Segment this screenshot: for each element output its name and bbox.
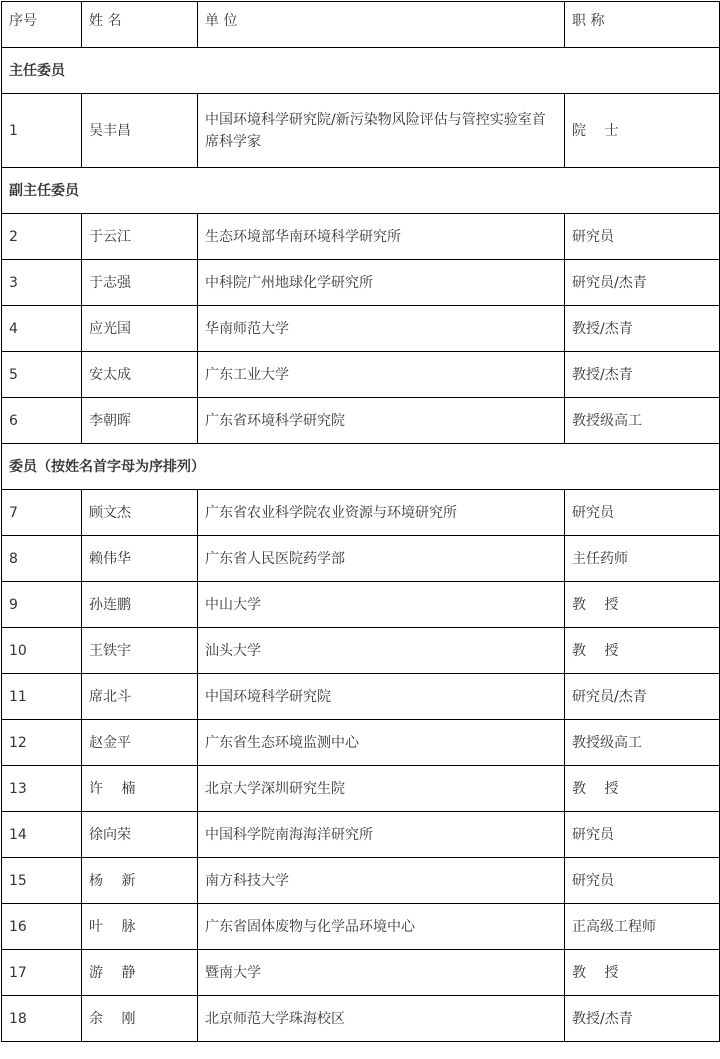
member-name: 于志强 [82,260,198,306]
member-row [2,858,720,904]
member-name: 游 静 [82,950,198,996]
member-row [2,996,720,1042]
member-no: 16 [2,904,82,950]
member-title: 正高级工程师 [565,904,720,950]
member-row [2,214,720,260]
member-row [2,490,720,536]
member-no: 4 [2,306,82,352]
member-no: 15 [2,858,82,904]
member-unit: 华南师范大学 [198,306,565,352]
member-no: 10 [2,628,82,674]
member-unit: 北京大学深圳研究生院 [198,766,565,812]
member-unit: 生态环境部华南环境科学研究所 [198,214,565,260]
section-label: 委员（按姓名首字母为序排列） [2,444,720,490]
member-row [2,904,720,950]
member-title: 教授级高工 [565,720,720,766]
member-title: 研究员 [565,490,720,536]
member-name: 吴丰昌 [82,94,198,168]
member-no: 1 [2,94,82,168]
member-name: 赖伟华 [82,536,198,582]
member-title: 教授/杰青 [565,996,720,1042]
member-name: 安太成 [82,352,198,398]
member-name: 许 楠 [82,766,198,812]
member-title: 教 授 [565,766,720,812]
member-no: 7 [2,490,82,536]
member-row [2,352,720,398]
member-title: 研究员 [565,858,720,904]
member-no: 6 [2,398,82,444]
member-no: 9 [2,582,82,628]
committee-table [1,1,720,1042]
member-unit: 中山大学 [198,582,565,628]
member-unit: 广东省固体废物与化学品环境中心 [198,904,565,950]
member-unit: 汕头大学 [198,628,565,674]
member-row [2,766,720,812]
member-no: 18 [2,996,82,1042]
member-name: 应光国 [82,306,198,352]
member-row [2,582,720,628]
member-name: 叶 脉 [82,904,198,950]
table-header-row [2,2,720,48]
member-title: 教授级高工 [565,398,720,444]
member-unit: 中科院广州地球化学研究所 [198,260,565,306]
member-no: 8 [2,536,82,582]
member-name: 赵金平 [82,720,198,766]
member-unit: 广东省人民医院药学部 [198,536,565,582]
member-title: 教 授 [565,628,720,674]
member-unit: 广东省生态环境监测中心 [198,720,565,766]
member-unit: 中国科学院南海海洋研究所 [198,812,565,858]
member-name: 顾文杰 [82,490,198,536]
member-name: 于云江 [82,214,198,260]
member-unit: 广东工业大学 [198,352,565,398]
member-row [2,94,720,168]
section-label: 主任委员 [2,48,720,94]
member-unit: 广东省环境科学研究院 [198,398,565,444]
member-row [2,628,720,674]
header-unit: 单 位 [198,2,565,48]
member-title: 教 授 [565,950,720,996]
section-row [2,168,720,214]
section-row [2,48,720,94]
member-unit: 南方科技大学 [198,858,565,904]
member-no: 13 [2,766,82,812]
member-name: 李朝晖 [82,398,198,444]
member-title: 主任药师 [565,536,720,582]
member-title: 研究员/杰青 [565,674,720,720]
member-title: 研究员 [565,214,720,260]
member-title: 教授/杰青 [565,352,720,398]
member-no: 2 [2,214,82,260]
committee-table-body [2,2,720,1042]
member-title: 教 授 [565,582,720,628]
member-name: 徐向荣 [82,812,198,858]
member-name: 杨 新 [82,858,198,904]
member-name: 余 刚 [82,996,198,1042]
member-name: 席北斗 [82,674,198,720]
member-name: 王铁宇 [82,628,198,674]
header-no: 序号 [2,2,82,48]
header-name: 姓 名 [82,2,198,48]
member-unit: 中国环境科学研究院/新污染物风险评估与管控实验室首席科学家 [198,94,565,168]
member-row [2,674,720,720]
member-title: 研究员/杰青 [565,260,720,306]
header-title: 职 称 [565,2,720,48]
member-no: 17 [2,950,82,996]
section-label: 副主任委员 [2,168,720,214]
section-row [2,444,720,490]
member-row [2,720,720,766]
member-unit: 暨南大学 [198,950,565,996]
member-title: 教授/杰青 [565,306,720,352]
member-no: 5 [2,352,82,398]
member-no: 12 [2,720,82,766]
member-unit: 广东省农业科学院农业资源与环境研究所 [198,490,565,536]
member-no: 3 [2,260,82,306]
member-title: 院 士 [565,94,720,168]
member-row [2,306,720,352]
member-title: 研究员 [565,812,720,858]
member-no: 14 [2,812,82,858]
member-row [2,260,720,306]
member-no: 11 [2,674,82,720]
member-unit: 北京师范大学珠海校区 [198,996,565,1042]
member-row [2,398,720,444]
member-row [2,812,720,858]
member-row [2,536,720,582]
member-unit: 中国环境科学研究院 [198,674,565,720]
member-row [2,950,720,996]
member-name: 孙连鹏 [82,582,198,628]
